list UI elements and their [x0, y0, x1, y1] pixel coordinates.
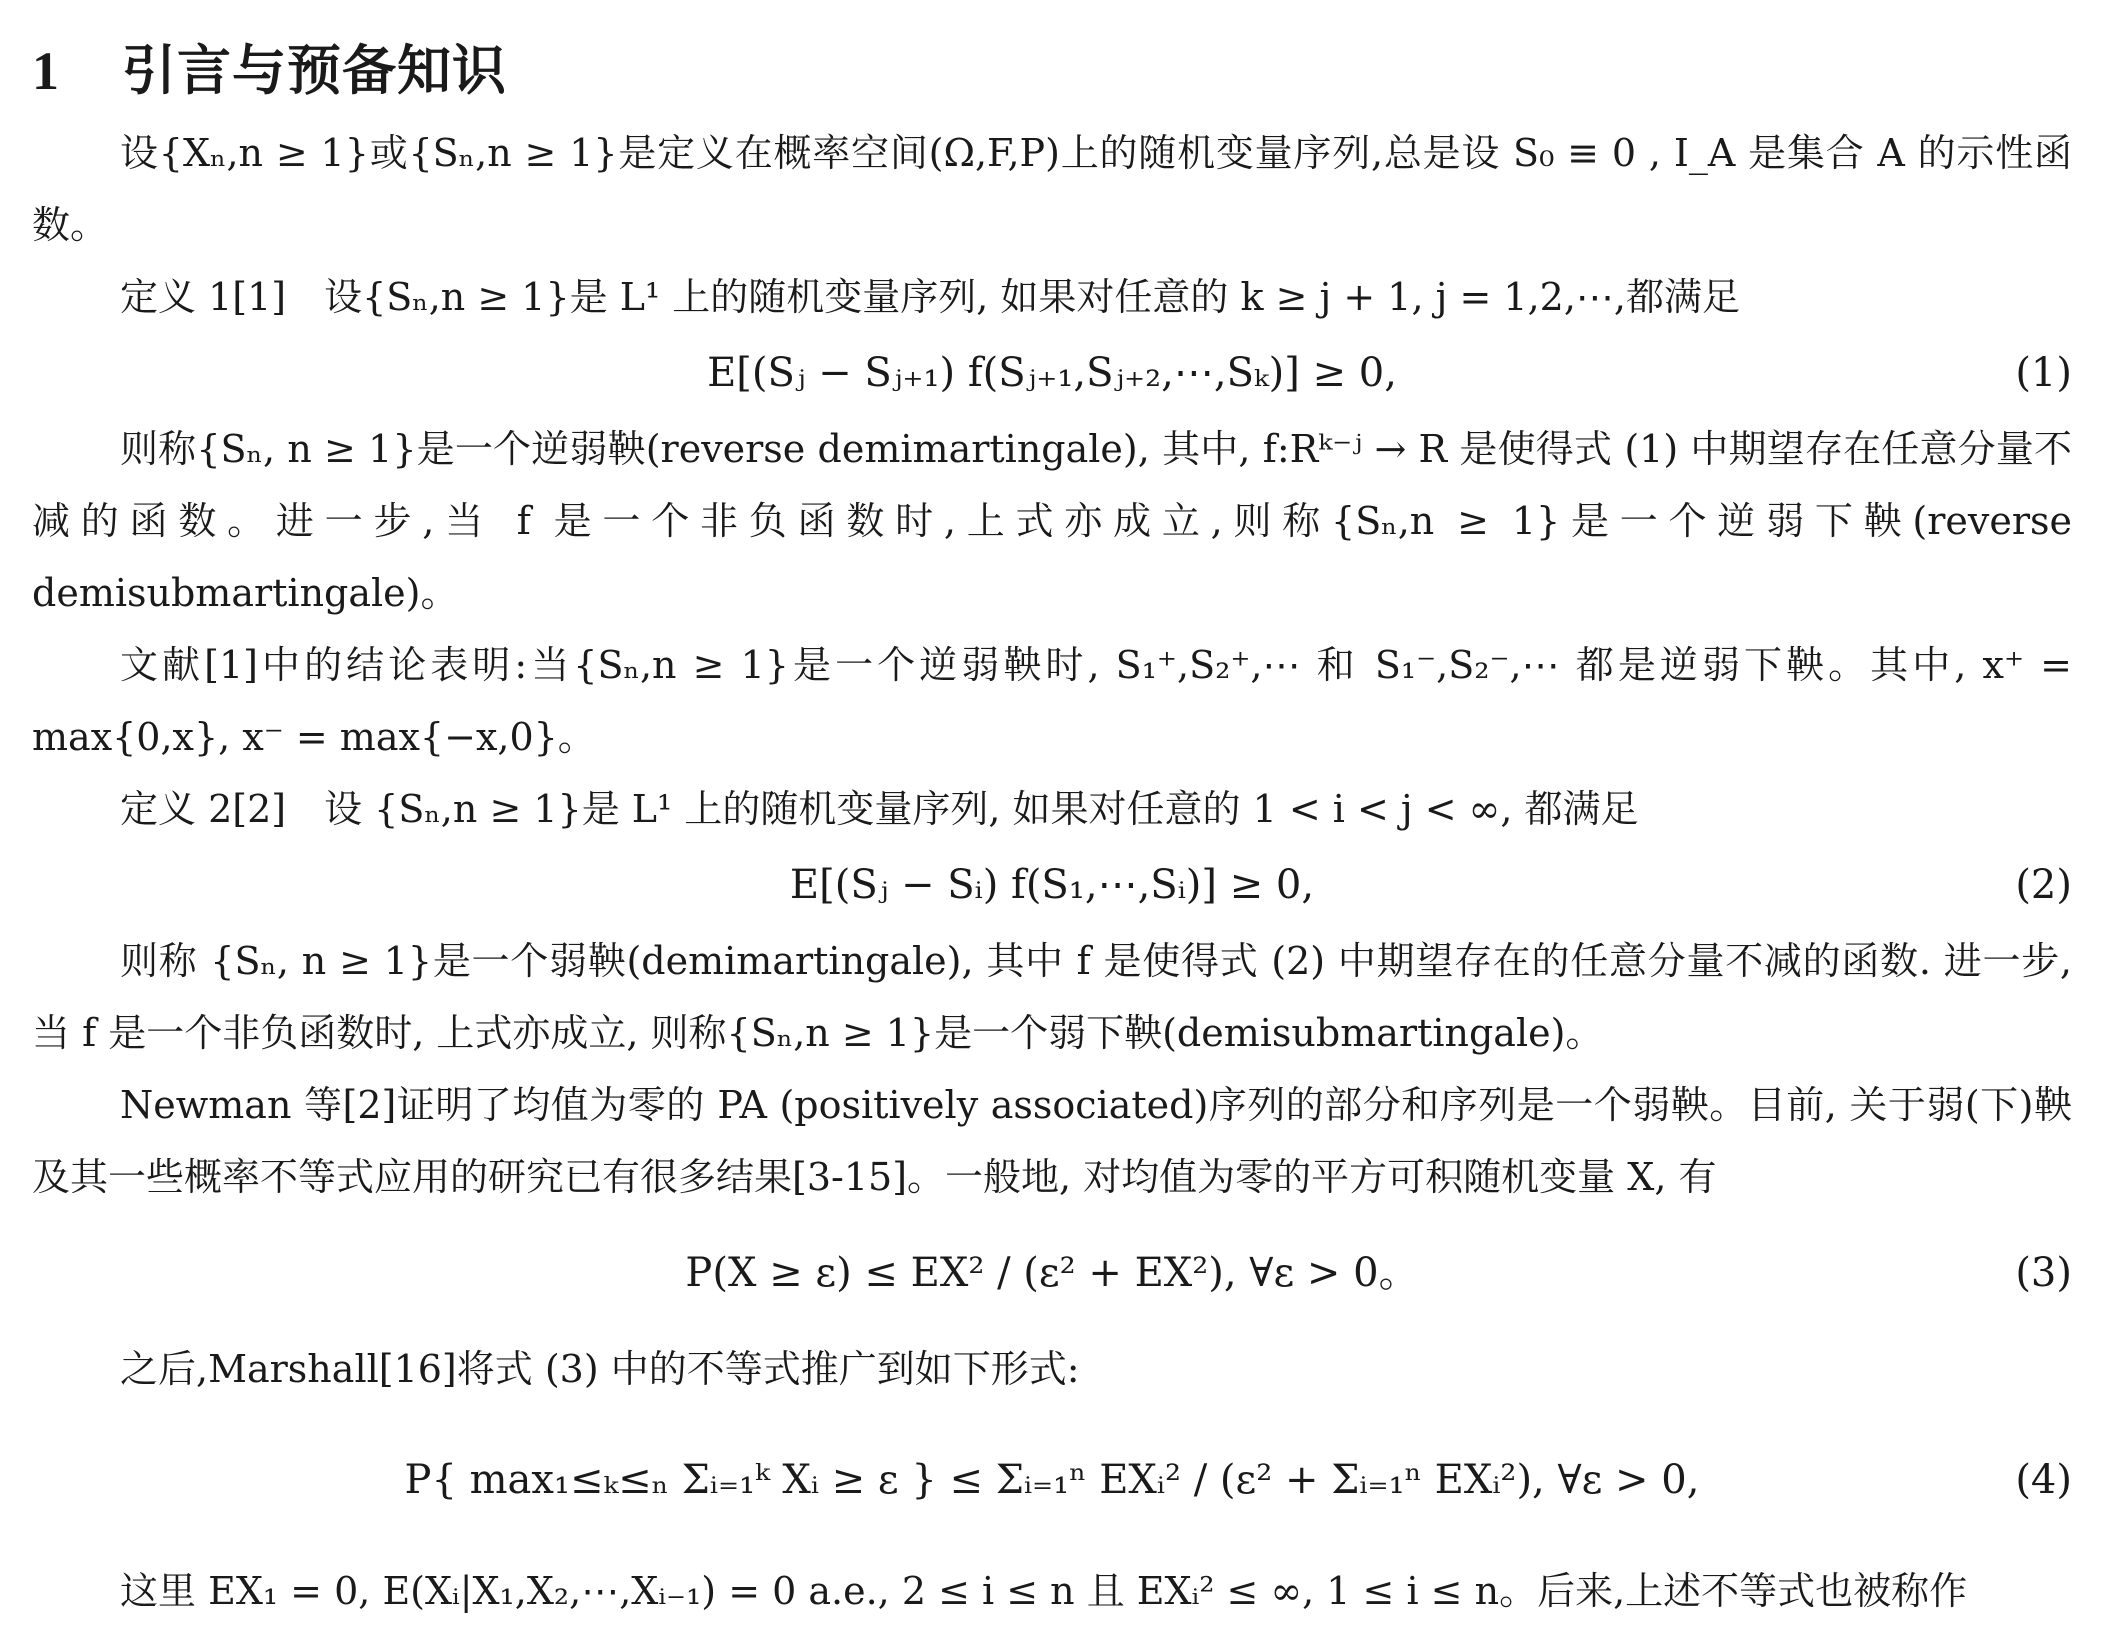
equation-3-tag: (3) — [2015, 1250, 2072, 1296]
paragraph-demimartingale: 则称 {Sₙ, n ≥ 1}是一个弱鞅(demimartingale), 其中 f 是使得式 (2) 中期望存在的任意分量不减的函数. 进一步,当 f 是一个非负函数时, 上式亦成立, 则称{Sₙ,n ≥ 1}是一个弱下鞅(demisubmartingale)。 — [32, 939, 2072, 1055]
section-number: 1 — [32, 41, 60, 101]
paragraph-conditions: 这里 EX₁ = 0, E(Xᵢ|X₁,X₂,⋯,Xᵢ₋₁) = 0 a.e., 2 ≤ i ≤ n 且 EXᵢ² ≤ ∞, 1 ≤ i ≤ n。后来,上述不等式也被称作 — [120, 1569, 1968, 1613]
equation-1 — [32, 333, 2072, 413]
paragraph-newman: Newman 等[2]证明了均值为零的 PA (positively associated)序列的部分和序列是一个弱鞅。目前, 关于弱(下)鞅及其一些概率不等式应用的研究已有很多结果[3-15]。一般地, 对均值为零的平方可积随机变量 X, 有 — [32, 1083, 2072, 1199]
equation-2 — [32, 845, 2072, 925]
equation-4-body: P{ max₁≤ₖ≤ₙ Σᵢ₌₁ᵏ Xᵢ ≥ ε } ≤ Σᵢ₌₁ⁿ EXᵢ² / (ε² + Σᵢ₌₁ⁿ EXᵢ²), ∀ε > 0, — [404, 1457, 1700, 1503]
paragraph-reverse-demimartingale: 则称{Sₙ, n ≥ 1}是一个逆弱鞅(reverse demimartingale), 其中, f:Rᵏ⁻ʲ → R 是使得式 (1) 中期望存在任意分量不减的函数。进一步,当 f 是一个非负函数时,上式亦成立,则称{Sₙ,n ≥ 1}是一个逆弱下鞅(reverse demisubmartingale)。 — [32, 427, 2072, 615]
paragraph-intro: 设{Xₙ,n ≥ 1}或{Sₙ,n ≥ 1}是定义在概率空间(Ω,F,P)上的随机变量序列,总是设 S₀ ≡ 0 , I_A 是集合 A 的示性函数。 — [32, 131, 2072, 247]
equation-3-body: P(X ≥ ε) ≤ EX² / (ε² + EX²), ∀ε > 0。 — [685, 1250, 1419, 1296]
section-heading — [32, 30, 2072, 111]
definition-2: 定义 2[2] 设 {Sₙ,n ≥ 1}是 L¹ 上的随机变量序列, 如果对任意的 1 < i < j < ∞, 都满足 — [120, 787, 1639, 831]
definition-1: 定义 1[1] 设{Sₙ,n ≥ 1}是 L¹ 上的随机变量序列, 如果对任意的 k ≥ j + 1, j = 1,2,⋯,都满足 — [120, 275, 1741, 319]
equation-2-tag: (2) — [2015, 862, 2072, 908]
equation-2-body: E[(Sⱼ − Sᵢ) f(S₁,⋯,Sᵢ)] ≥ 0, — [789, 862, 1315, 908]
equation-3 — [32, 1213, 2072, 1333]
equation-4 — [32, 1405, 2072, 1555]
paper-page — [32, 30, 2072, 1627]
equation-1-tag: (1) — [2015, 350, 2072, 396]
equation-4-tag: (4) — [2015, 1457, 2072, 1503]
paragraph-literature-1: 文献[1]中的结论表明:当{Sₙ,n ≥ 1}是一个逆弱鞅时, S₁⁺,S₂⁺,⋯ 和 S₁⁻,S₂⁻,⋯ 都是逆弱下鞅。其中, x⁺ = max{0,x}, x⁻ = max{−x,0}。 — [32, 643, 2072, 759]
paragraph-marshall: 之后,Marshall[16]将式 (3) 中的不等式推广到如下形式: — [120, 1347, 1080, 1391]
equation-1-body: E[(Sⱼ − Sⱼ₊₁) f(Sⱼ₊₁,Sⱼ₊₂,⋯,Sₖ)] ≥ 0, — [707, 350, 1397, 396]
section-title: 引言与预备知识 — [122, 38, 507, 102]
